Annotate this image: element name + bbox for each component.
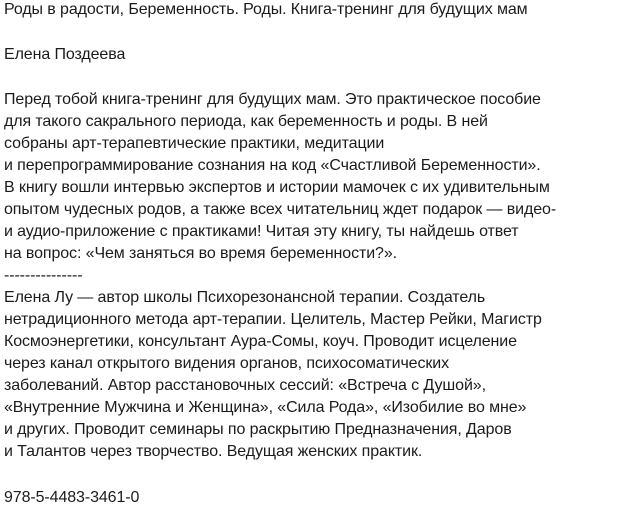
description-line: собраны арт-терапевтические практики, медитации bbox=[4, 135, 385, 152]
bio-line: «Внутренние Мужчина и Женщина», «Сила Рода», «Изобилие во мне» bbox=[4, 399, 527, 416]
description-line: Перед тобой книга-тренинг для будущих мам. Это практическое пособие bbox=[4, 91, 541, 108]
book-author: Елена Поздеева bbox=[4, 46, 126, 63]
description-line: и перепрограммирование сознания на код «Счастливой Беременности». bbox=[4, 157, 541, 174]
description-line: на вопрос: «Чем заняться во время беременности?». bbox=[4, 245, 397, 262]
book-title: Роды в радости, Беременность. Роды. Книга-тренинг для будущих мам bbox=[4, 1, 528, 18]
bio-line: через канал открытого видения органов, психосоматических bbox=[4, 355, 450, 372]
bio-line: и Талантов через творчество. Ведущая женских практик. bbox=[4, 443, 423, 460]
section-separator: --------------- bbox=[4, 267, 83, 284]
bio-line: и других. Проводит семинары по раскрытию Предназначения, Даров bbox=[4, 421, 512, 438]
description-line: В книгу вошли интервью экспертов и истории мамочек с их удивительным bbox=[4, 179, 550, 196]
bio-line: Елена Лу — автор школы Психорезонансной терапии. Создатель bbox=[4, 289, 486, 306]
description-line: для такого сакрального периода, как беременность и роды. В ней bbox=[4, 113, 488, 130]
description-line: опытом чудесных родов, а также всех читательниц ждет подарок — видео- bbox=[4, 201, 557, 218]
bio-line: Космоэнергетики, консультант Аура-Сомы, коуч. Проводит исцеление bbox=[4, 333, 517, 350]
bio-line: нетрадиционного метода арт-терапии. Целитель, Мастер Рейки, Магистр bbox=[4, 311, 542, 328]
isbn: 978-5-4483-3461-0 bbox=[4, 489, 140, 506]
description-line: и аудио-приложение с практиками! Читая эту книгу, ты найдешь ответ bbox=[4, 223, 519, 240]
bio-line: заболеваний. Автор расстановочных сессий: «Встреча с Душой», bbox=[4, 377, 486, 394]
